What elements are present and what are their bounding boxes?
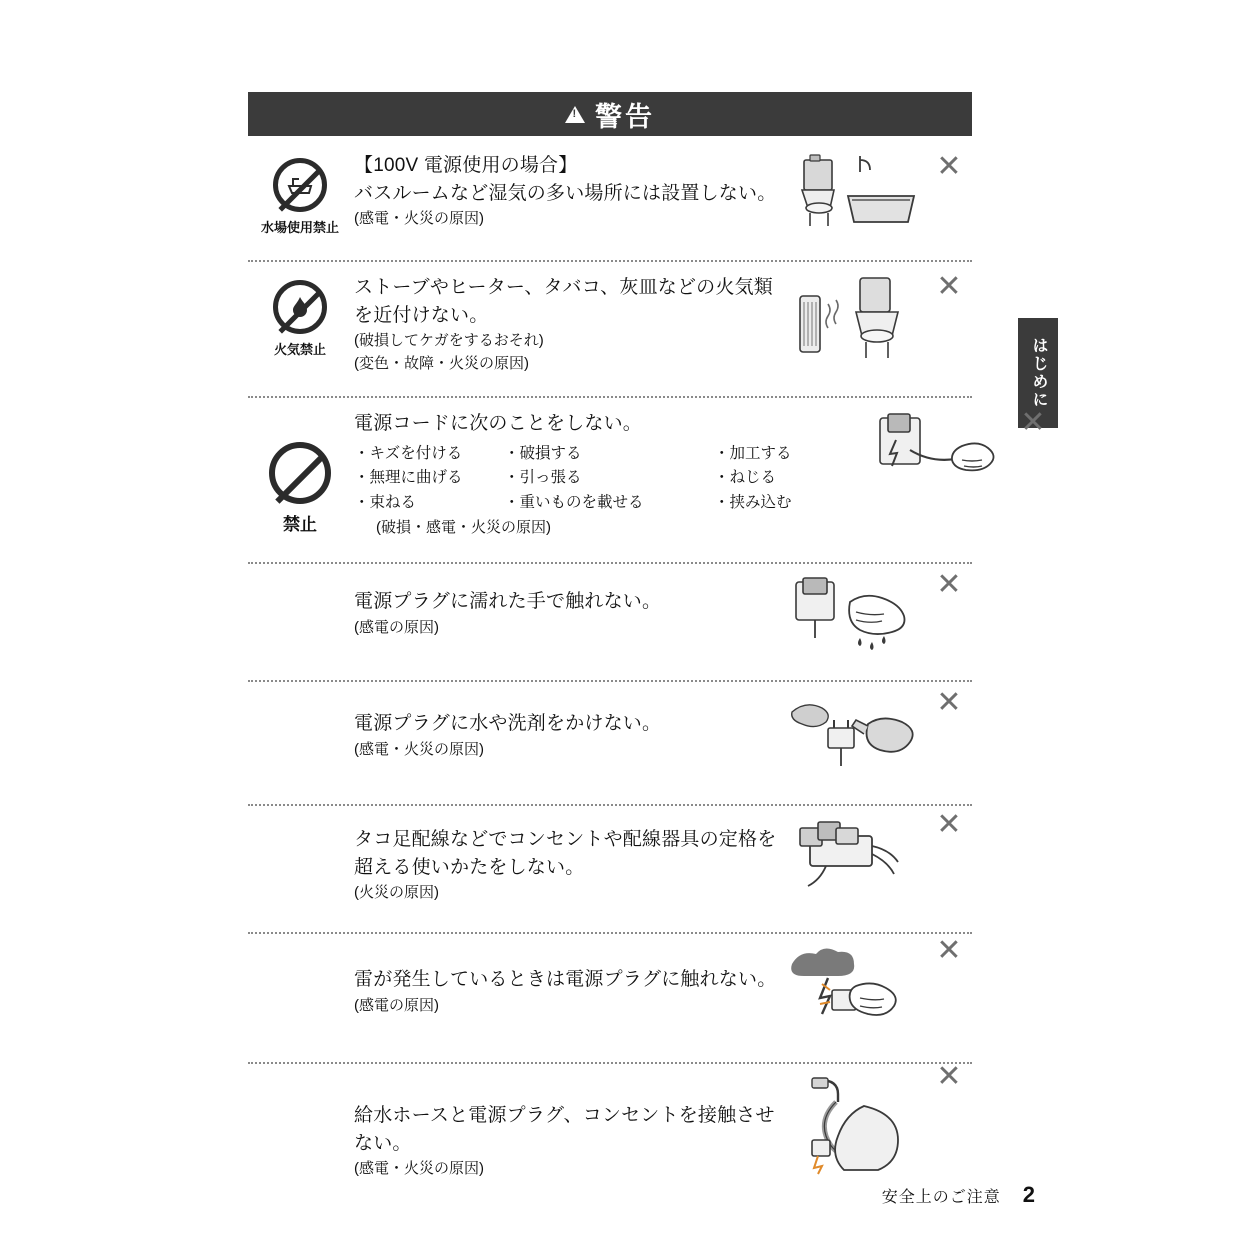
prohibition-x-mark: ✕ xyxy=(936,685,962,720)
prohibition-x-mark: ✕ xyxy=(936,567,962,602)
row-icon-cell xyxy=(248,814,352,824)
row-sub-line: (感電の原因) xyxy=(354,996,439,1014)
row-main-line: 雷が発生しているときは電源プラグに触れない。 xyxy=(354,969,777,990)
prohibition-x-mark: ✕ xyxy=(936,933,962,968)
row-picture-cell xyxy=(786,807,972,890)
prohibition-x-mark: ✕ xyxy=(936,1059,962,1094)
table-row xyxy=(248,804,972,932)
row-icon-cell xyxy=(248,406,352,535)
table-row xyxy=(248,140,972,260)
prohibition-x-mark: ✕ xyxy=(936,149,962,184)
warning-header-label: 警告 xyxy=(595,101,655,132)
table-row xyxy=(248,562,972,680)
row-main-line: 電源コードに次のことをしない。 xyxy=(354,413,643,434)
row-picture-cell xyxy=(786,148,972,224)
row-icon-cell xyxy=(248,1072,352,1082)
cord-list-column-2 xyxy=(504,442,714,516)
prohibited-icon xyxy=(269,442,331,504)
row-sub-line: (感電・火災の原因) xyxy=(354,1160,484,1178)
row-sub-line: (感電の原因) xyxy=(354,618,439,636)
list-item: ・破損する xyxy=(504,444,582,462)
spray-on-plug-icon xyxy=(786,694,936,780)
side-tab-label: はじめに xyxy=(1030,337,1047,409)
row-icon-cell xyxy=(248,270,352,358)
table-row xyxy=(248,260,972,396)
cord-list-column-1 xyxy=(354,442,504,516)
table-row xyxy=(248,932,972,1062)
row-picture-cell xyxy=(786,685,972,766)
row-main-line: ストーブやヒーター、タバコ、灰皿などの火気類 xyxy=(354,277,773,298)
row-sub-line: (火災の原因) xyxy=(354,884,439,902)
prohibition-x-mark: ✕ xyxy=(936,807,962,842)
row-main-line: バスルームなど湿気の多い場所には設置しない。 xyxy=(354,182,777,204)
page-footer xyxy=(0,1182,1240,1208)
row-sub-line: (変色・故障・火災の原因) xyxy=(354,354,529,372)
row-icon-cell xyxy=(248,572,352,582)
no-fire-icon xyxy=(273,280,327,334)
row-text-cell xyxy=(352,942,786,1020)
lightning-plug-icon xyxy=(786,946,936,1036)
heater-and-toilet-icon xyxy=(786,274,936,374)
row-picture-cell xyxy=(870,406,1056,482)
prohibition-x-mark: ✕ xyxy=(936,269,962,304)
row-text-cell xyxy=(352,1072,786,1184)
table-row xyxy=(248,396,1046,562)
pulling-power-cord-icon xyxy=(870,410,1020,502)
row-sub-line: (破損・感電・火災の原因) xyxy=(376,518,551,536)
table-row xyxy=(248,680,972,804)
row-main-line: 給水ホースと電源プラグ、コンセントを接触させない。 xyxy=(354,1105,775,1154)
list-item: ・挟み込む xyxy=(714,494,792,512)
row-sub-line: (感電・火災の原因) xyxy=(354,740,484,758)
cord-list-column-3 xyxy=(714,442,864,516)
row-picture-cell xyxy=(786,1059,972,1148)
list-item: ・引っ張る xyxy=(504,469,582,487)
row-text-cell xyxy=(352,406,870,543)
list-item: ・重いものを載せる xyxy=(504,494,644,512)
no-water-area-icon xyxy=(273,158,327,212)
row-picture-cell xyxy=(786,270,972,346)
row-icon-cell xyxy=(248,690,352,700)
list-item: ・ねじる xyxy=(714,469,777,487)
row-main-line: 超える使いかたをしない。 xyxy=(354,856,585,878)
row-icon-cell xyxy=(248,148,352,236)
row-main-line: 電源プラグに水や洗剤をかけない。 xyxy=(354,713,662,734)
wet-hand-plug-icon xyxy=(786,576,936,662)
row-text-cell xyxy=(352,572,786,642)
cord-prohibition-list xyxy=(354,442,864,516)
row-picture-cell xyxy=(786,933,972,1018)
list-item: ・束ねる xyxy=(354,494,417,512)
row-main-line: 【100V 電源使用の場合】 xyxy=(354,155,578,176)
row-text-cell xyxy=(352,148,786,234)
row-text-cell xyxy=(352,270,786,379)
multiple-plugs-outlet-icon xyxy=(786,818,936,904)
row-icon-label: 水場使用禁止 xyxy=(260,220,339,235)
row-picture-cell xyxy=(786,567,972,648)
toilet-and-bathtub-icon xyxy=(786,152,936,242)
row-main-line: タコ足配線などでコンセントや配線器具の定格を xyxy=(354,829,777,850)
hose-and-outlet-icon xyxy=(786,1076,936,1176)
flame-glyph xyxy=(287,294,313,320)
table-row xyxy=(248,1059,972,1198)
warning-header-bar xyxy=(248,92,972,136)
row-text-cell xyxy=(352,690,786,764)
page-number: 2 xyxy=(1022,1182,1035,1207)
list-item: ・無理に曲げる xyxy=(354,469,463,487)
row-icon-cell xyxy=(248,942,352,952)
list-item: ・加工する xyxy=(714,444,792,462)
row-main-line: 電源プラグに濡れた手で触れない。 xyxy=(354,591,662,612)
row-text-cell xyxy=(352,814,786,908)
row-sub-line: (破損してケガをするおそれ) xyxy=(354,332,544,350)
list-item: ・キズを付ける xyxy=(354,444,463,462)
row-icon-label: 禁止 xyxy=(283,515,317,534)
row-sub-line: (感電・火災の原因) xyxy=(354,210,484,228)
row-main-line: を近付けない。 xyxy=(354,304,489,326)
bathtub-glyph xyxy=(285,173,315,197)
footer-section-title: 安全上のご注意 xyxy=(881,1189,1001,1206)
warning-triangle-icon xyxy=(565,106,585,123)
prohibition-x-mark: ✕ xyxy=(1020,405,1046,440)
row-icon-label: 火気禁止 xyxy=(273,342,326,357)
